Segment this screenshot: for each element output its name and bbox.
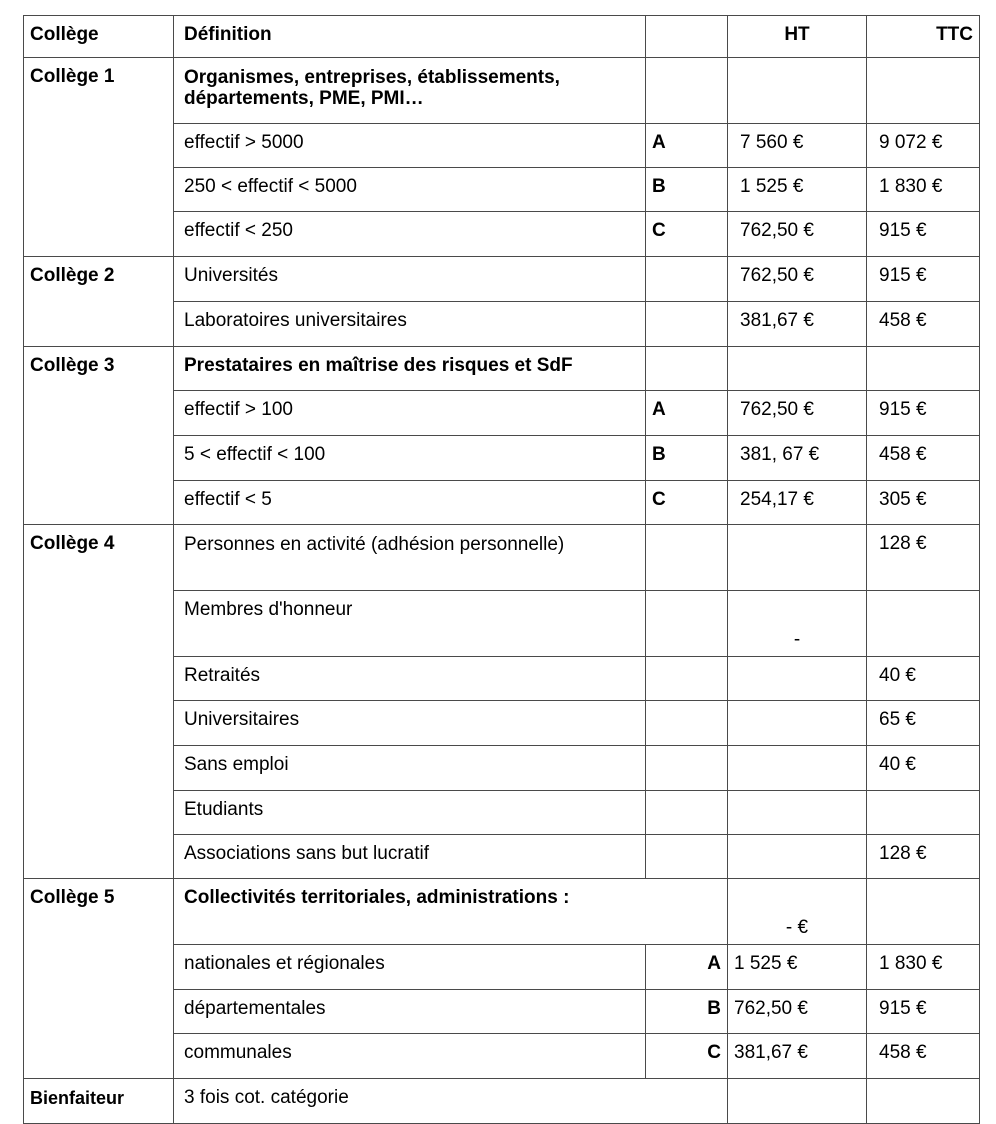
code-cell: C — [646, 212, 728, 257]
header-ht: HT — [728, 16, 867, 58]
table-row — [24, 347, 980, 391]
table-row — [24, 525, 980, 591]
ttc-cell: 9 072 € — [867, 124, 980, 168]
ttc-cell — [867, 347, 980, 391]
ht-dash: - — [793, 629, 801, 650]
ttc-cell: 128 € — [867, 525, 980, 591]
ttc-cell — [867, 591, 980, 657]
ttc-cell: 458 € — [867, 1034, 980, 1079]
ht-cell: 762,50 € — [728, 257, 867, 302]
code-cell — [646, 347, 728, 391]
code-cell: A — [646, 391, 728, 436]
code-cell: B — [646, 168, 728, 212]
definition-cell: Prestataires en maîtrise des risques et SdF — [174, 347, 646, 391]
ttc-cell — [867, 791, 980, 835]
college-cell: Collège 1 — [24, 58, 174, 257]
definition-cell: Sans emploi — [174, 746, 646, 791]
definition-cell: Retraités — [174, 657, 646, 701]
ht-cell — [728, 835, 867, 879]
ht-cell: 762,50 € — [728, 212, 867, 257]
definition-cell: communales — [174, 1034, 646, 1079]
ttc-cell: 1 830 € — [867, 168, 980, 212]
ht-cell — [728, 58, 867, 124]
ttc-cell: 40 € — [867, 657, 980, 701]
ht-cell — [728, 591, 867, 657]
code-cell: B — [646, 990, 728, 1034]
table-header-row — [24, 16, 980, 58]
header-code — [646, 16, 728, 58]
ht-cell — [728, 746, 867, 791]
definition-cell: 5 < effectif < 100 — [174, 436, 646, 481]
ht-cell: 254,17 € — [728, 481, 867, 525]
ht-cell — [728, 879, 867, 945]
definition-cell: départementales — [174, 990, 646, 1034]
college-cell: Bienfaiteur — [24, 1079, 174, 1124]
ht-cell — [728, 701, 867, 746]
ht-cell: 762,50 € — [728, 391, 867, 436]
ttc-cell: 65 € — [867, 701, 980, 746]
ht-dash: - € — [785, 917, 809, 938]
code-cell — [646, 257, 728, 302]
ht-cell — [728, 791, 867, 835]
code-cell — [646, 701, 728, 746]
definition-cell: Personnes en activité (adhésion personnelle) — [174, 525, 646, 591]
code-cell — [646, 746, 728, 791]
ttc-cell: 915 € — [867, 990, 980, 1034]
ttc-cell: 458 € — [867, 436, 980, 481]
definition-cell: Membres d'honneur — [174, 591, 646, 657]
ht-cell: 381, 67 € — [728, 436, 867, 481]
code-cell — [646, 302, 728, 347]
ht-cell: 762,50 € — [728, 990, 867, 1034]
header-college: Collège — [24, 16, 174, 58]
table-row — [24, 879, 980, 945]
definition-cell: effectif > 5000 — [174, 124, 646, 168]
definition-cell: effectif > 100 — [174, 391, 646, 436]
definition-cell: 3 fois cot. catégorie — [174, 1079, 728, 1124]
definition-cell: Universités — [174, 257, 646, 302]
table-row — [24, 1079, 980, 1124]
table-row — [24, 58, 980, 124]
table-row — [24, 257, 980, 302]
definition-cell: nationales et régionales — [174, 945, 646, 990]
ttc-cell — [867, 879, 980, 945]
ttc-cell: 1 830 € — [867, 945, 980, 990]
code-cell: A — [646, 124, 728, 168]
header-ttc: TTC — [867, 16, 980, 58]
definition-cell: Organismes, entreprises, établissements, départements, PME, PMI… — [174, 58, 646, 124]
code-cell — [646, 58, 728, 124]
definition-cell: Etudiants — [174, 791, 646, 835]
college-cell: Collège 4 — [24, 525, 174, 879]
ht-cell — [728, 347, 867, 391]
definition-cell: Associations sans but lucratif — [174, 835, 646, 879]
ht-cell: 381,67 € — [728, 302, 867, 347]
membership-fee-table — [23, 15, 980, 1124]
ttc-cell — [867, 1079, 980, 1124]
ht-cell — [728, 1079, 867, 1124]
ht-cell: 1 525 € — [728, 945, 867, 990]
ttc-cell: 915 € — [867, 391, 980, 436]
ttc-cell: 305 € — [867, 481, 980, 525]
ht-cell — [728, 657, 867, 701]
header-definition: Définition — [174, 16, 646, 58]
ht-cell: 381,67 € — [728, 1034, 867, 1079]
code-cell — [646, 591, 728, 657]
code-cell: C — [646, 481, 728, 525]
definition-cell: effectif < 5 — [174, 481, 646, 525]
ttc-cell: 915 € — [867, 257, 980, 302]
ht-cell: 7 560 € — [728, 124, 867, 168]
definition-cell: effectif < 250 — [174, 212, 646, 257]
definition-cell: 250 < effectif < 5000 — [174, 168, 646, 212]
code-cell — [646, 791, 728, 835]
college-cell: Collège 2 — [24, 257, 174, 347]
code-cell: C — [646, 1034, 728, 1079]
code-cell — [646, 525, 728, 591]
ttc-cell: 915 € — [867, 212, 980, 257]
code-cell — [646, 657, 728, 701]
college-cell: Collège 5 — [24, 879, 174, 1079]
ht-cell: 1 525 € — [728, 168, 867, 212]
definition-cell: Laboratoires universitaires — [174, 302, 646, 347]
definition-cell: Universitaires — [174, 701, 646, 746]
definition-cell: Collectivités territoriales, administrations : — [174, 879, 728, 945]
college-cell: Collège 3 — [24, 347, 174, 525]
code-cell — [646, 835, 728, 879]
code-cell: A — [646, 945, 728, 990]
ttc-cell — [867, 58, 980, 124]
code-cell: B — [646, 436, 728, 481]
ttc-cell: 128 € — [867, 835, 980, 879]
ttc-cell: 40 € — [867, 746, 980, 791]
ttc-cell: 458 € — [867, 302, 980, 347]
ht-cell — [728, 525, 867, 591]
